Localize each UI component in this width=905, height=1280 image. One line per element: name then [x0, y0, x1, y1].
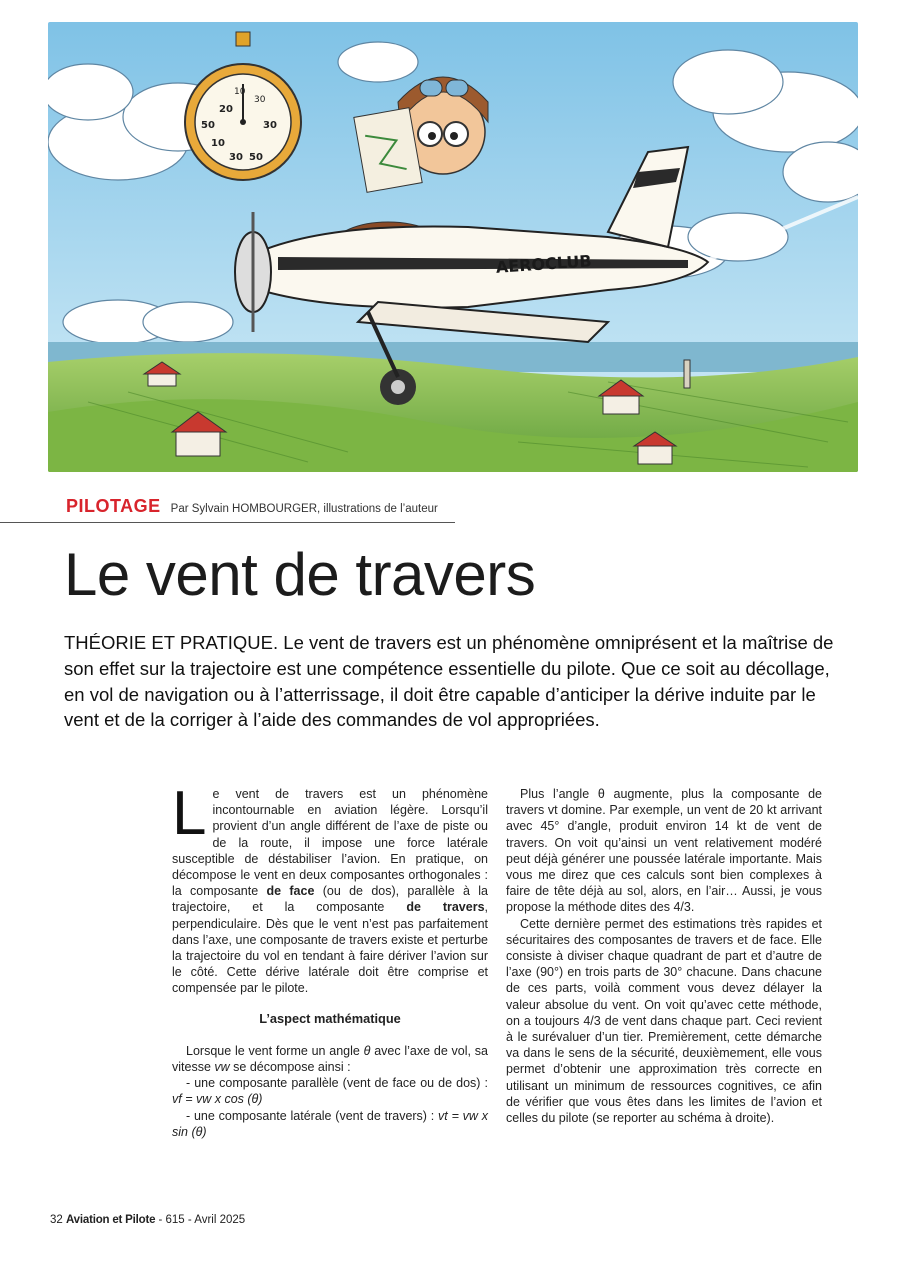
paragraph: Cette dernière permet des estimations très rapides et sécuritaires des composantes de travers et de face. Elle consiste à diviser chaque quadrant de part et d’autre de l’axe (90°) en trois parts de 30° chacune. Dans chacune de ces parts, voilà comment vous devez délayer la valeur absolue du vent. On voit qu’avec cette méthode, on a toujours 4/3 de vent dans chaque part. Ceci revient à le surévaluer d’un tier. Premièrement, cette démarche va dans le sens de la sécurité, deuxièmement, elle vous permet d’obtenir une approximation très correcte en utilisant un minimum de ressources cognitives, ce afin de vérifier que vous êtes dans les limites de l’avion et celles du pilote (se reporter au schéma à droite).	[506, 916, 822, 1126]
section-label: PILOTAGE	[66, 496, 161, 516]
paragraph: Plus l’angle θ augmente, plus la composante de travers vt domine. Par exemple, un vent de 20 kt arrivant avec 45° d’angle, produit environ 14 kt de vent de travers. On voit qu’ainsi un vent relativement modéré peut déjà générer une poussée latérale importante. Mais vous me direz que ces calculs sont bien complexes à faire de tête déjà au sol, alors, en l’air… Aussi, je vous propose la méthode dites des 4/3.	[506, 787, 822, 915]
svg-text:10: 10	[211, 138, 225, 149]
formula: vt = vw x sin (θ)	[172, 1108, 488, 1139]
rubric	[66, 496, 438, 517]
hero-illustration	[48, 22, 858, 472]
svg-text:30: 30	[229, 152, 243, 163]
lead-text: Le vent de travers est un phénomène omniprésent et la maîtrise de son effet sur la trajectoire est une compétence essentielle du pilote. Que ce soit au décollage, en vol de navigation ou à l’atterrissage, il doit être capable d’anticiper la dérive induite par le vent et de la corriger à l’aide des commandes de vol appropriées.	[64, 632, 834, 731]
rubric-rule	[0, 522, 455, 523]
svg-text:30: 30	[254, 95, 266, 105]
svg-text:30: 30	[263, 120, 277, 131]
issue-info: - 615 - Avril 2025	[155, 1214, 246, 1226]
page-number: 32	[50, 1214, 63, 1226]
paragraph: Lorsque le vent forme un angle θ avec l’axe de vol, sa vitesse vw se décompose ainsi :	[172, 1043, 488, 1075]
svg-text:20: 20	[219, 104, 233, 115]
paragraph: Le vent de travers est un phénomène incontournable en aviation légère. Lorsqu’il provient d’un angle différent de l’axe de piste ou de la route, il impose une force latérale susceptible de déstabiliser l’avion. En pratique, on décompose le vent en deux composantes orthogonales : la composante de face (ou de dos), parallèle à la trajectoire, et la composante de travers, perpendiculaire. Dès que le vent n’est pas parfaitement dans l’axe, une composante de travers existe et perturbe la trajectoire du vol en tendant à faire dériver l’avion sur le côté. Cette dérive latérale doit être comprise et compensée par le pilote.	[172, 779, 489, 996]
plane-label: AEROCLUB	[495, 251, 593, 277]
paragraph: - une composante latérale (vent de travers) : vt = vw x sin (θ)	[172, 1108, 488, 1139]
svg-text:50: 50	[249, 152, 263, 163]
lead-kicker: THÉORIE ET PRATIQUE.	[64, 632, 279, 653]
drop-cap: L	[172, 779, 207, 848]
svg-text:10: 10	[234, 87, 246, 97]
svg-text:50: 50	[201, 120, 215, 131]
magazine-name: Aviation et Pilote	[66, 1214, 156, 1226]
text-column-2	[506, 786, 822, 1126]
article-lead	[64, 630, 844, 733]
byline: Par Sylvain HOMBOURGER, illustrations de l’auteur	[170, 503, 438, 515]
paragraph: - une composante parallèle (vent de face ou de dos) : vf = vw x cos (θ)	[172, 1076, 488, 1107]
article-title: Le vent de travers	[64, 541, 536, 608]
section-subheading: L’aspect mathématique	[259, 1010, 401, 1026]
page-footer	[50, 1214, 245, 1226]
formula: vf = vw x cos (θ)	[172, 1092, 263, 1107]
text-column-1	[172, 779, 489, 1140]
